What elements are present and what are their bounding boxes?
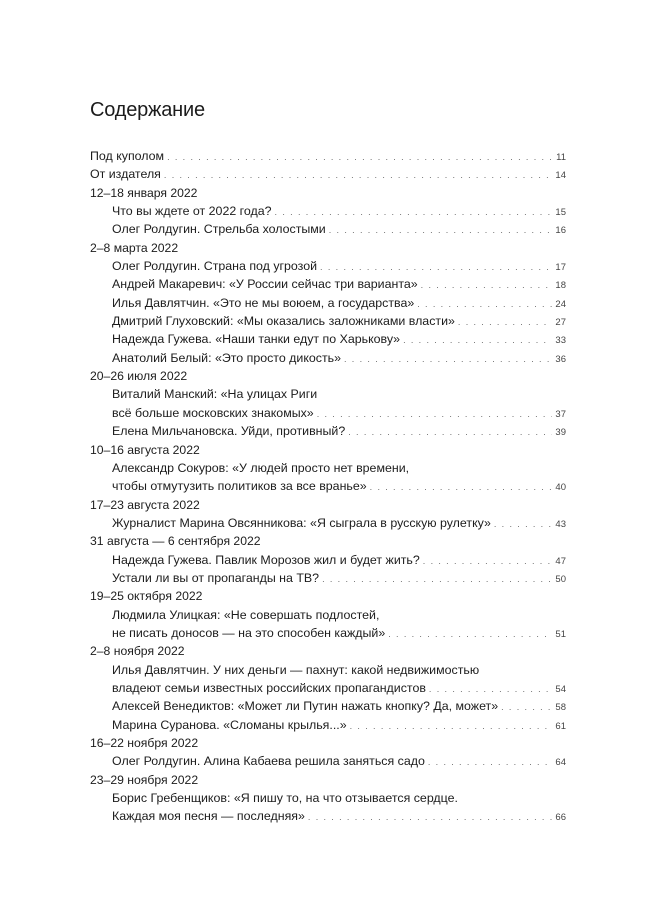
page-number: 14 [555,170,566,182]
toc-entry [90,789,566,807]
entry-title: всё больше московских знакомых» [112,405,314,420]
page-number: 15 [555,207,566,219]
entry-title: Алексей Венедиктов: «Может ли Путин нажать кнопку? Да, может» [112,699,499,714]
dot-leader [428,753,553,771]
section-date-range: 12–18 января 2022 [90,185,198,200]
toc-entry [90,404,566,422]
toc-entry [90,220,566,238]
entry-title: владеют семьи известных российских пропагандистов [112,680,426,695]
dot-leader [501,698,552,716]
toc-section-heading [90,184,566,202]
entry-title: Марина Суранова. «Сломаны крылья...» [112,717,347,732]
toc-entry [90,477,566,495]
toc-entry [90,330,566,348]
dot-leader [421,276,553,294]
dot-leader [275,203,553,221]
toc-entry [90,275,566,293]
page-number: 64 [555,757,566,769]
dot-leader [423,552,553,570]
toc-entry [90,624,566,642]
toc-entry [90,459,566,477]
dot-leader [388,625,552,643]
entry-title: Олег Ролдугин. Стрельба холостыми [112,222,326,237]
entry-title: Александр Сокуров: «У людей просто нет времени, [112,460,410,475]
dot-leader [308,808,553,826]
entry-title: Анатолий Белый: «Это просто дикость» [112,350,341,365]
entry-title: Журналист Марина Овсянникова: «Я сыграла в русскую рулетку» [112,515,491,530]
entry-title: Андрей Макаревич: «У России сейчас три варианта» [112,277,418,292]
toc-entry [90,294,566,312]
section-date-range: 20–26 июля 2022 [90,369,188,384]
page-number: 17 [555,262,566,274]
toc-entry [90,349,566,367]
page-number: 18 [555,280,566,292]
entry-title: не писать доносов — на это способен каждый» [112,625,386,640]
dot-leader [320,258,552,276]
entry-title: Под куполом [90,149,165,163]
entry-title: Каждая моя песня — последняя» [112,809,305,824]
toc-entry [90,807,566,825]
section-date-range: 16–22 ноября 2022 [90,736,199,750]
toc-entry [90,697,566,715]
page-number: 50 [555,573,566,585]
toc-section-heading [90,587,566,605]
section-date-range: 23–29 ноября 2022 [90,772,199,787]
toc-section-heading [90,496,566,514]
dot-leader [344,350,552,368]
page-title: Содержание [90,99,205,121]
dot-leader [317,405,553,423]
section-date-range: 10–16 августа 2022 [90,442,200,457]
toc-section-heading [90,642,566,660]
toc-entry [90,312,566,330]
dot-leader [494,515,553,533]
dot-leader [329,221,553,239]
table-of-contents [90,147,566,826]
entry-title: Дмитрий Глуховский: «Мы оказались заложниками власти» [112,314,455,329]
toc-entry [90,422,566,440]
section-date-range: 2–8 марта 2022 [90,240,179,255]
page-number: 37 [555,408,566,420]
entry-title: Устали ли вы от пропаганды на ТВ? [112,570,320,585]
entry-title: Елена Мильчановска. Уйди, противный? [112,424,346,439]
toc-entry [90,551,566,569]
page-number: 47 [555,555,566,567]
toc-entry [90,679,566,697]
entry-title: Надежда Гужева. Павлик Морозов жил и будет жить? [112,552,420,567]
entry-title: Олег Ролдугин. Страна под угрозой [112,259,318,274]
section-date-range: 31 августа — 6 сентября 2022 [90,534,261,549]
page-number: 43 [555,518,566,530]
page-number: 39 [555,427,566,439]
toc-entry [90,569,566,587]
toc-section-heading [90,734,566,752]
page-number: 33 [555,335,566,347]
entry-title: Илья Давлятчин. «Это не мы воюем, а государства» [112,295,415,310]
toc-section-heading [90,441,566,459]
dot-leader [458,313,553,331]
toc-section-heading [90,367,566,385]
page-number: 27 [555,317,566,329]
entry-title: Людмила Улицкая: «Не совершать подлостей, [112,607,380,622]
toc-entry [90,752,566,770]
entry-title: Борис Гребенщиков: «Я пишу то, на что отзывается сердце. [112,791,458,806]
toc-entry [90,202,566,220]
toc-entry [90,385,566,403]
dot-leader [348,423,552,441]
dot-leader [322,570,552,588]
section-date-range: 19–25 октября 2022 [90,589,203,604]
dot-leader [403,331,552,349]
toc-entry [90,716,566,734]
entry-title: Надежда Гужева. «Наши танки едут по Харькову» [112,332,401,347]
dot-leader [350,717,553,735]
page-number: 36 [555,353,566,365]
dot-leader [167,148,553,166]
page-number: 51 [555,628,566,640]
page-number: 58 [555,702,566,714]
dot-leader [370,478,553,496]
page-number: 40 [555,482,566,494]
page-number: 54 [555,683,566,695]
entry-title: Виталий Манский: «На улицах Риги [112,387,318,402]
toc-entry [90,661,566,679]
page-number: 16 [555,225,566,237]
toc-section-heading [90,771,566,789]
toc-entry [90,606,566,624]
page-number: 11 [556,152,566,163]
dot-leader [164,166,553,184]
entry-title: Илья Давлятчин. У них деньги — пахнут: какой недвижимостью [112,662,480,677]
toc-entry [90,147,566,165]
entry-title: чтобы отмутузить политиков за все вранье» [112,479,367,494]
entry-title: От издателя [90,167,161,182]
toc-section-heading [90,532,566,550]
entry-title: Что вы ждете от 2022 года? [112,204,272,219]
page-number: 24 [555,298,566,310]
toc-entry [90,165,566,183]
section-date-range: 2–8 ноября 2022 [90,644,185,659]
dot-leader [417,295,552,313]
dot-leader [429,680,553,698]
section-date-range: 17–23 августа 2022 [90,497,200,512]
page-number: 66 [555,812,566,824]
entry-title: Олег Ролдугин. Алина Кабаева решила заняться садо [112,754,425,769]
toc-section-heading [90,239,566,257]
toc-entry [90,514,566,532]
toc-entry [90,257,566,275]
page-number: 61 [555,720,566,732]
